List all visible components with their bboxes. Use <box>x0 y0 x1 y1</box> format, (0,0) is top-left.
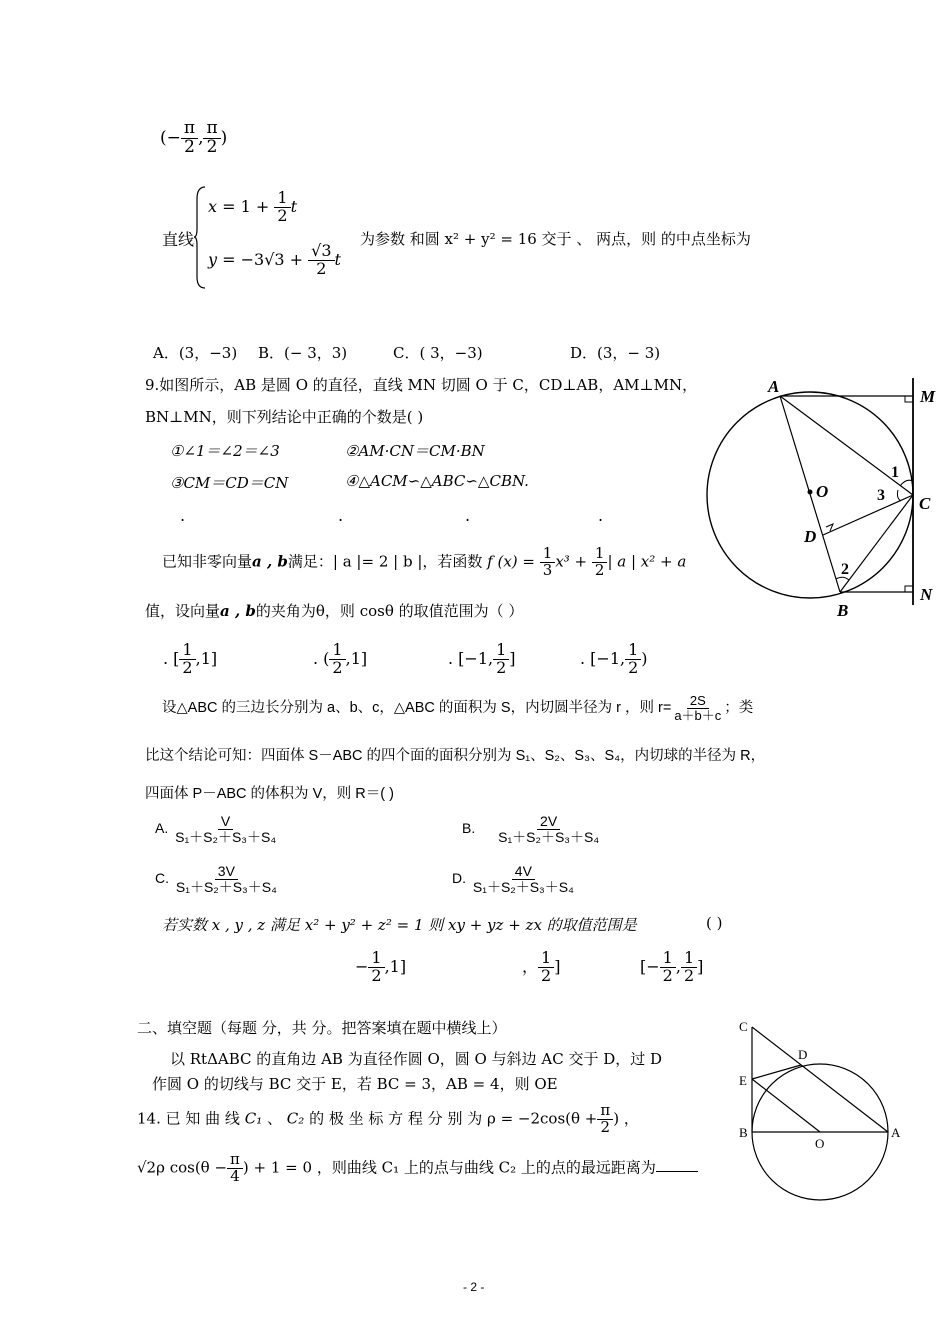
q12-line: 若实数 x , y , z 满足 x² + y² + z² = 1 则 xy + yz + zx 的取值范围是 <box>162 916 637 934</box>
angle-arc-1 <box>900 480 913 486</box>
q12-option-2: ， $\frac{1}{2}$ ] <box>522 948 561 985</box>
q9-dot: . <box>465 506 471 525</box>
q13-line1: 以 RtΔABC 的直角边 AB 为直径作圆 O，圆 O 与斜边 AC 交于 D，过 D <box>170 1050 663 1068</box>
q12-paren: ( ) <box>706 914 723 932</box>
q8-brace <box>193 185 207 290</box>
q8-option-d: D．(3，− 3) <box>570 344 661 362</box>
q14-line1: 14. 已 知 曲 线 C₁ 、 C₂ 的 极 坐 标 方 程 分 别 为 ρ = −2cos(θ + $\frac{\pi}{2}$ ) ， <box>137 1101 639 1136</box>
q8-option-b: B．(− 3，3) <box>258 344 348 362</box>
q9-line1: 9.如图所示，AB 是圆 O 的直径，直线 MN 切圆 O 于 C，CD⊥AB，AM⊥MN， <box>145 376 698 394</box>
label-n: N <box>920 585 933 604</box>
q9-dot: . <box>598 506 604 525</box>
label-e2: E <box>739 1073 747 1088</box>
segment-ca <box>752 1027 888 1132</box>
q13-line2: 作圆 O 的切线与 BC 交于 E，若 BC = 3，AB = 4，则 OE <box>152 1075 558 1093</box>
answer-blank[interactable] <box>656 1157 698 1172</box>
label-3: 3 <box>877 487 885 504</box>
segment-eo <box>752 1079 820 1132</box>
q12-option-3: [− $\frac{1}{2}$ , $\frac{1}{2}$ ] <box>640 948 704 985</box>
label-b2: B <box>739 1125 748 1140</box>
q8-option-a: A．(3，−3) <box>153 344 238 362</box>
label-d2: D <box>798 1047 808 1062</box>
section2-heading: 二、填空题（每题 分，共 分。把答案填在题中横线上） <box>137 1019 507 1037</box>
q9-option1: ①∠1＝∠2＝∠3 <box>170 442 280 460</box>
segment-bc <box>840 495 913 592</box>
label-2: 2 <box>841 561 849 578</box>
q11-option-c: C. $\frac{3V}{\text{S₁＋S₂＋S₃＋S₄}}$ <box>155 863 277 895</box>
label-c: C <box>919 494 931 513</box>
q8-y-equation: y = −3√3 + $\frac{√3}{2}$ t <box>208 241 341 278</box>
q8-x-equation: x = 1 + $\frac{1}{2}$ t <box>208 188 297 225</box>
q8-option-c: C．( 3，−3) <box>393 344 483 362</box>
q9-option4: ④△ACM∽△ABC∽△CBN. <box>345 472 529 490</box>
q9-dot: . <box>180 506 186 525</box>
q10-option-b: . ( $\frac{1}{2}$ ,1] <box>313 640 368 677</box>
label-o: O <box>816 482 829 501</box>
q10-option-c: . [−1, $\frac{1}{2}$ ] <box>448 640 516 677</box>
q10-option-a: . [ $\frac{1}{2}$ ,1] <box>163 640 218 677</box>
q10-line1: 已知非零向量a , b满足：| a |= 2 | b |，若函数 f (x) = $\frac{1}{3}$ x³ + $\frac{1}{2}$ | a | x² + a <box>162 544 687 579</box>
q11-option-d: D. $\frac{4V}{\text{S₁＋S₂＋S₃＋S₄}}$ <box>452 863 574 895</box>
top-interval: (− $\frac{\pi}{2}$ , $\frac{\pi}{2}$ ) <box>160 118 228 157</box>
q10-option-d: . [−1, $\frac{1}{2}$ ) <box>580 640 648 677</box>
q12-option-1: − $\frac{1}{2}$ ,1] <box>355 948 407 985</box>
label-d: D <box>804 527 817 546</box>
label-b: B <box>837 601 849 620</box>
q9-option3: ③CM＝CD＝CN <box>170 474 289 492</box>
q8-text: 为参数 和圆 x² + y² = 16 交于 、 两点，则 的中点坐标为 <box>360 230 751 248</box>
q11-line3: 四面体 P－ABC 的体积为 V，则 R＝( ) <box>145 786 394 802</box>
label-o2: O <box>815 1136 825 1151</box>
figure-circle-tangent <box>700 370 945 622</box>
q11-option-a: A. $\frac{V}{\text{S₁＋S₂＋S₃＋S₄}}$ <box>155 813 277 845</box>
q14-line2: √2ρ cos(θ − $\frac{\pi}{4}$ ) + 1 = 0 ，则曲线 C₁ 上的点与曲线 C₂ 上的点的最远距离为 <box>137 1152 698 1185</box>
label-a: A <box>768 377 780 396</box>
q9-dot: . <box>338 506 344 525</box>
q8-label: 直线 <box>162 230 195 249</box>
right-angle-m <box>905 396 913 402</box>
right-angle-d <box>826 524 833 531</box>
segment-dc <box>823 495 913 535</box>
label-c2: C <box>739 1019 748 1034</box>
figure-right-triangle-circle <box>735 1015 910 1205</box>
q11-option-b: B. $\frac{2V}{\text{S₁＋S₂＋S₃＋S₄}}$ <box>462 813 600 845</box>
right-angle-n <box>905 586 913 592</box>
angle-arc-3 <box>897 490 901 501</box>
label-1: 1 <box>891 464 899 481</box>
label-m: M <box>920 387 936 406</box>
q9-option2: ②AM·CN＝CM·BN <box>345 442 485 460</box>
q9-line2: BN⊥MN，则下列结论中正确的个数是( ) <box>145 408 424 426</box>
q11-line2: 比这个结论可知：四面体 S－ABC 的四个面的面积分别为 S₁、S₂、S₃、S₄，内切球的半径为 R， <box>145 748 766 764</box>
q10-line2: 值，设向量a , b的夹角为θ，则 cosθ 的取值范围为（ ） <box>145 602 524 620</box>
segment-ed <box>752 1065 801 1079</box>
q11-line1: 设△ABC 的三边长分别为 a、b、c，△ABC 的面积为 S，内切圆半径为 r ，则 r= $\frac{2S}{a+b+c}$ ；类 <box>162 693 754 723</box>
label-a2: A <box>891 1125 901 1140</box>
page-number: - 2 - <box>463 1280 485 1294</box>
segment-do <box>801 1065 820 1132</box>
center-dot <box>808 490 813 495</box>
